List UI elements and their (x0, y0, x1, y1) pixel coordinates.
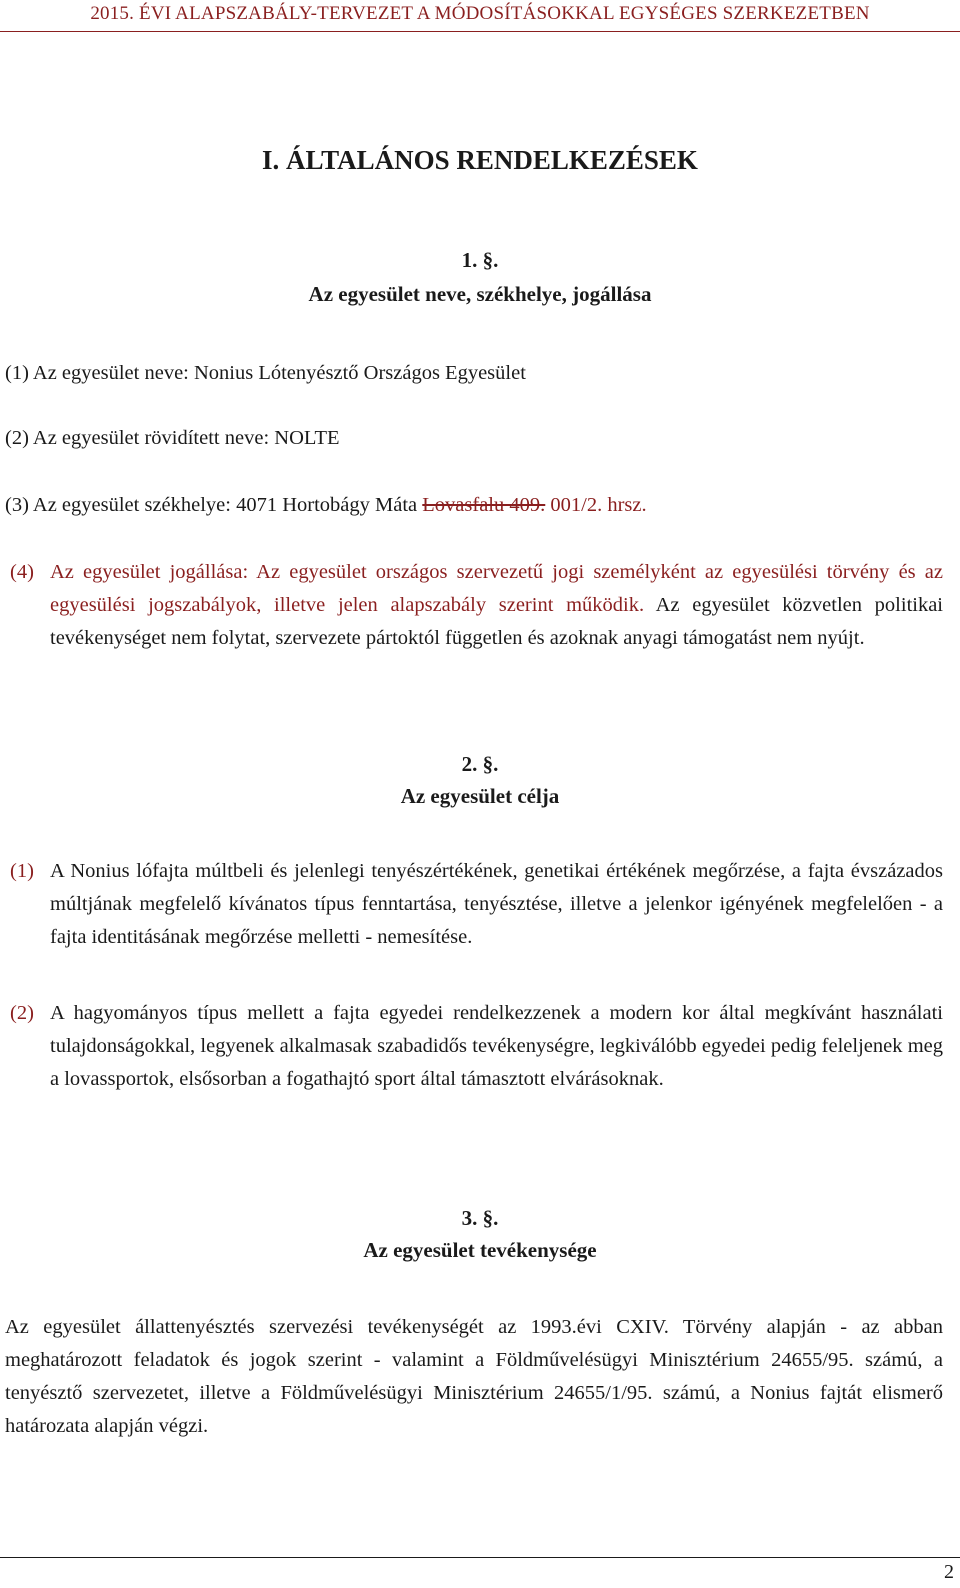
section-2-number: 2. §. (461, 752, 499, 776)
legal-status-text: Az egyesület közvetlen politikai tevékenységet nem folytat, szervezete pártoktól független és azoknak anyagi támogatást nem nyújt. (50, 594, 944, 649)
section-3-paragraph: Az egyesület állattenyésztés szervezési tevékenységét az 1993.évi CXIV. Törvény alapján - az abban meghatározott feladatok és jogok szerint - valamint a Földművelésügyi Minisztérium 24655/95. számú, a tenyésztő szervezetet, illetve a Földművelésügyi Minisztérium 24655/1/95. számú, a Nonius fajtát elismerő határozata alapján végzi. (5, 1316, 943, 1437)
inserted-address: 001/2. hrsz. (545, 494, 647, 516)
running-header: 2015. ÉVI ALAPSZABÁLY-TERVEZET A MÓDOSÍTÁSOKKAL EGYSÉGES SZERKEZETBEN (90, 3, 870, 24)
paragraph-2-number: (2) (10, 1002, 34, 1024)
aim-text: A Nonius lófajta múltbeli és jelenlegi tenyészértékének, genetikai értékének megőrzése, a fajta évszázados múltjának megfelelő kívánatos típus fenntartása, tenyésztése, illetve a jelenkor igényének megfelelően - a fajta identitásának megőrzése melletti - nemesítése. (50, 860, 943, 948)
section-3-number: 3. §. (461, 1206, 499, 1230)
section-1-paragraph-3 (5, 489, 647, 522)
legal-status-amended-text: Az egyesület jogállása: Az egyesület országos szervezetű jogi személyként az egyesülési törvény és az egyesülési jogszabályok, illetve jelen alapszabály szerint működik. (50, 561, 943, 616)
section-1-paragraph-2: (2) Az egyesület rövidített neve: NOLTE (5, 427, 340, 449)
paragraph-4-number: (4) (10, 561, 34, 583)
section-3-title: Az egyesület tevékenysége (363, 1238, 597, 1262)
address-text: (3) Az egyesület székhelye: 4071 Hortobágy Máta (5, 494, 423, 516)
section-2-paragraph-2 (5, 997, 943, 1096)
breed-requirements-text: A hagyományos típus mellett a fajta egyedei rendelkezzenek a modern kor által megkívánt használati tulajdonságokkal, legyenek alkalmasak szabadidős tevékenységre, legkiválóbb egyedei pedig feleljenek meg a lovassportok, elsősorban a fogathajtó sport által támasztott elvárásoknak. (50, 1002, 943, 1090)
section-1-number: 1. §. (461, 248, 499, 272)
paragraph-1-number: (1) (10, 860, 34, 882)
section-1-paragraph-1: (1) Az egyesület neve: Nonius Lótenyésztő Országos Egyesület (5, 362, 526, 384)
page-number: 2 (944, 1561, 954, 1583)
footer-divider (0, 1557, 960, 1558)
header-divider (0, 31, 960, 32)
section-1-title: Az egyesület neve, székhelye, jogállása (308, 282, 652, 306)
section-2-paragraph-1 (5, 855, 943, 954)
section-1-paragraph-4 (5, 556, 943, 655)
section-2-title: Az egyesület célja (400, 784, 560, 808)
deleted-address: Lovasfalu 409. (422, 494, 546, 516)
chapter-title: I. ÁLTALÁNOS RENDELKEZÉSEK (262, 145, 698, 175)
